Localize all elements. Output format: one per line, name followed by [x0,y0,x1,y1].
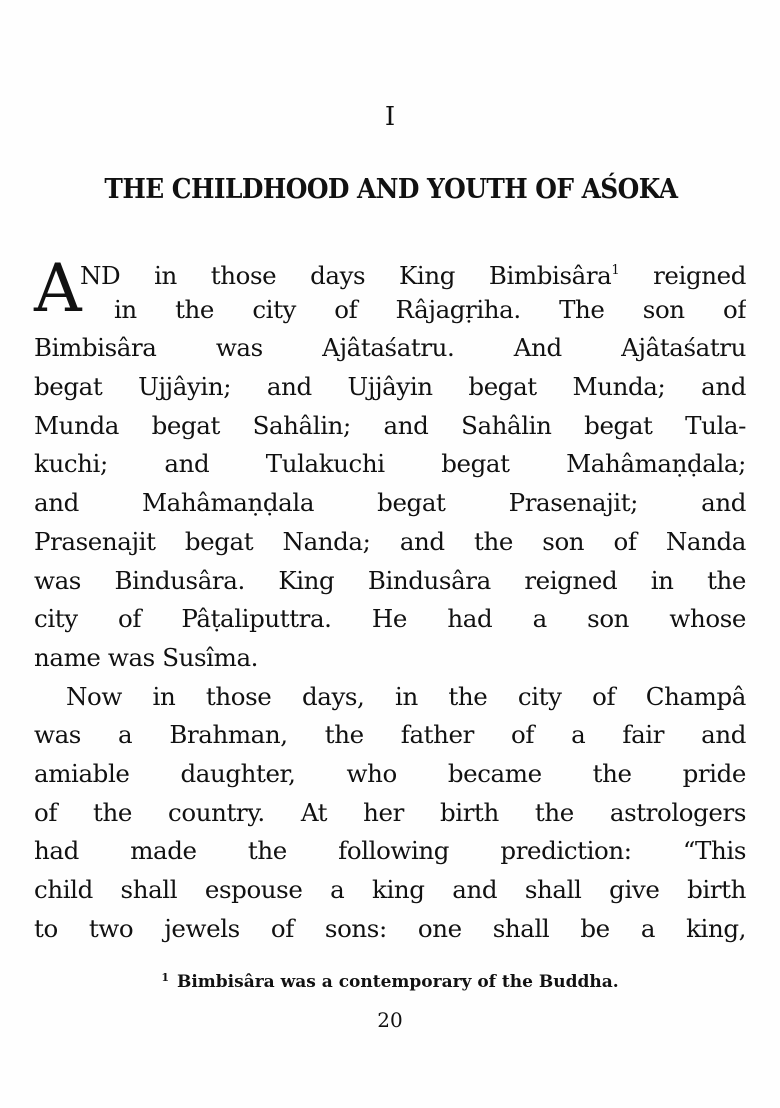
text-line [80,252,746,291]
text-line: Prasenajit begat Nanda; and the son of Nanda [34,526,746,556]
text-line: had made the following prediction: “This [34,836,746,866]
chapter-number: I [384,102,396,132]
chapter-title: THE CHILDHOOD AND YOUTH OF AŚOKA [104,174,678,205]
paragraph-1 [34,252,746,678]
text-line: Munda begat Sahâlin; and Sahâlin begat Tula- [34,410,746,440]
text-line: was Bindusâra. King Bindusâra reigned in the [34,565,746,595]
text-line: name was Susîma. [34,642,259,672]
footnote-text: Bimbisâra was a contemporary of the Buddha. [176,972,619,992]
text-line: was a Brahman, the father of a fair and [34,720,746,750]
page-number: 20 [377,1008,403,1032]
text-line: Bimbisâra was Ajâtaśatru. And Ajâtaśatru [34,333,746,363]
paragraph-2 [34,678,746,949]
footnote [0,966,780,994]
text-line: child shall espouse a king and shall give birth [34,875,746,904]
footnote-marker: 1 [161,971,169,984]
text-line: kuchi; and Tulakuchi begat Mahâmaṇḍala; [34,449,746,479]
text-line: city of Pâṭaliputtra. He had a son whose [34,604,746,634]
text-line: begat Ujjâyin; and Ujjâyin begat Munda; and [34,372,746,402]
footnote-ref[interactable]: 1 [611,263,620,278]
text-line: to two jewels of sons: one shall be a king, [34,913,746,943]
drop-cap: A [34,250,82,327]
text-line: amiable daughter, who became the pride [34,758,746,788]
text-line: and Mahâmaṇḍala begat Prasenajit; and [34,488,746,518]
text-line: of the country. At her birth the astrologers [34,797,746,827]
text-line: Now in those days, in the city of Champâ [66,681,746,711]
line-text: reigned [653,261,746,290]
body-text [34,252,746,948]
text-line: in the city of Râjagṛiha. The son of [114,294,746,324]
line-text: ND in those days King Bimbisâra [80,261,612,290]
